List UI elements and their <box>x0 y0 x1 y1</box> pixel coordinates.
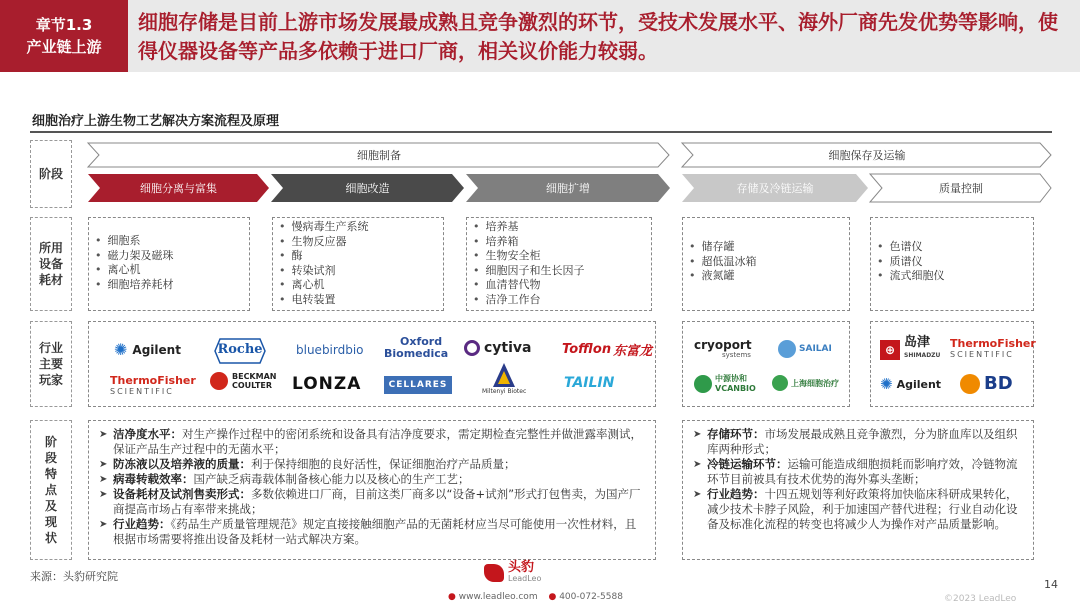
bluebird-text: bluebirdbio <box>296 343 364 357</box>
beckman-circle-icon <box>210 372 228 390</box>
feature-heading: 防冻液以及培养液的质量： <box>113 457 251 471</box>
thermofisher-qc-text-1: ThermoFisher <box>950 337 1036 350</box>
arrow-bullet-icon: ➤ <box>693 489 702 500</box>
lonza-text: LONZA <box>292 374 362 394</box>
row-label-materials <box>30 217 72 311</box>
row-label-players-text: 行业主要玩家 <box>38 341 63 387</box>
feature-text <box>113 457 516 472</box>
feature-description: 对生产操作过程中的密闭系统和设备具有洁净度要求，需定期检查完整性并做泄露率测试，保证产品生产过程中的无菌水平； <box>113 427 642 456</box>
stage-3-label: 细胞扩增 <box>546 182 590 195</box>
feature-item <box>99 427 645 457</box>
list-item: • 生物安全柜 <box>473 249 651 264</box>
list-item: • 磁力架及磁珠 <box>95 249 249 264</box>
roche-text: Roche <box>217 342 263 357</box>
list-item: • 储存罐 <box>689 240 849 255</box>
materials-box-3 <box>466 217 652 311</box>
tailin-text: TAILIN <box>564 375 615 391</box>
feature-item <box>99 487 645 517</box>
page-number: 14 <box>1044 578 1058 591</box>
list-item: • 细胞因子和生长因子 <box>473 264 651 279</box>
list-item: • 细胞系 <box>95 234 249 249</box>
thermofisher-text-2: SCIENTIFIC <box>110 387 174 396</box>
cryoport-text-2: systems <box>722 351 751 359</box>
list-item: • 培养基 <box>473 220 651 235</box>
chapter-title: 产业链上游 <box>26 38 102 56</box>
miltenyi-triangle-icon <box>492 362 516 388</box>
feature-text <box>113 517 645 547</box>
list-item: • 流式细胞仪 <box>877 269 1033 284</box>
shimadzu-text-2: SHIMADZU <box>904 352 941 359</box>
shimadzu-square-icon: ⊕ <box>880 340 900 360</box>
phone-number: 400-072-5588 <box>559 592 623 602</box>
cellares-text: CELLARES <box>388 380 448 390</box>
list-item: • 细胞培养耗材 <box>95 278 249 293</box>
list-item: • 血清替代物 <box>473 278 651 293</box>
website-link[interactable]: www.leadleo.com <box>458 592 538 602</box>
cellares-logo <box>384 376 452 394</box>
sailai-text: SAILAI <box>799 344 832 354</box>
feature-heading: 行业趋势： <box>707 487 765 501</box>
beckman-text-1: BECKMAN <box>232 372 277 381</box>
feature-text <box>113 427 645 457</box>
arrow-bullet-icon: ➤ <box>693 429 702 440</box>
list-item: • 电转装置 <box>279 293 443 308</box>
materials-list-5 <box>877 240 1033 284</box>
bd-logo <box>960 373 1013 394</box>
shimadzu-logo <box>880 335 941 361</box>
stage-1-label: 细胞分离与富集 <box>140 182 217 195</box>
tofflon-text-1: Tofflon <box>562 342 612 357</box>
features-box-storage <box>682 420 1034 560</box>
players-box-qc <box>870 321 1034 407</box>
feature-item <box>99 457 645 472</box>
list-item: • 生物反应器 <box>279 235 443 250</box>
stage-2-label: 细胞改造 <box>345 182 390 195</box>
feature-text <box>113 487 645 517</box>
list-item: • 酶 <box>279 249 443 264</box>
vcanbio-text-1: 中源协和 <box>715 374 747 383</box>
feature-item <box>693 457 1023 487</box>
leadleo-logo <box>484 562 541 584</box>
tailin-logo <box>564 375 614 391</box>
leopard-icon <box>484 564 504 582</box>
materials-list-1 <box>95 234 249 292</box>
list-item: • 培养箱 <box>473 235 651 250</box>
row-label-features <box>30 420 72 560</box>
agilent-qc-spark-icon: ✺ <box>880 375 893 393</box>
row-label-materials-text: 所用设备耗材 <box>38 241 63 287</box>
feature-item <box>99 517 645 547</box>
agilent-qc-text: Agilent <box>896 377 942 391</box>
list-item: • 色谱仪 <box>877 240 1033 255</box>
features-list-left <box>99 427 645 547</box>
copyright: ©2023 LeadLeo <box>944 594 1017 604</box>
beckman-coulter-logo <box>210 372 276 390</box>
arrow-bullet-icon: ➤ <box>693 459 702 470</box>
arrow-bullet-icon: ➤ <box>99 429 108 440</box>
bd-text: BD <box>984 373 1013 394</box>
stage-4-label: 存储及冷链运输 <box>736 182 814 195</box>
feature-heading: 冷链运输环节： <box>707 457 788 471</box>
source-note: 来源：头豹研究院 <box>30 570 118 583</box>
feature-item <box>99 472 645 487</box>
cryoport-text-1: cryoport <box>694 338 752 352</box>
thermofisher-logo <box>110 375 196 397</box>
feature-description: 十四五规划等利好政策将加快临床科研成果转化，减少技术卡脖子风险，利于加速国产替代进程；行业自动化设备及标准化流程的转变也将减少人为操作对产品质量影响。 <box>707 487 1018 531</box>
row-label-features-text: 阶段特点及现状 <box>44 435 57 545</box>
sailai-logo <box>778 340 832 358</box>
agilent-spark-icon: ✺ <box>114 340 128 359</box>
brand-cn: 头豹 <box>508 560 535 575</box>
roche-logo <box>214 338 266 364</box>
feature-description: 市场发展最成熟且竞争激烈，分为脐血库以及组织库两种形式； <box>707 427 1018 456</box>
feature-text <box>707 487 1023 532</box>
tofflon-logo <box>562 340 652 359</box>
materials-box-1 <box>88 217 250 311</box>
cryoport-logo <box>694 340 752 360</box>
agilent-qc-logo <box>880 375 941 393</box>
feature-item <box>693 487 1023 532</box>
miltenyi-logo <box>482 362 526 395</box>
shanghai-circle-icon <box>772 375 788 391</box>
lonza-logo <box>292 374 361 394</box>
list-item: • 离心机 <box>279 278 443 293</box>
oxford-biomedica-logo <box>384 336 448 360</box>
thermofisher-qc-text-2: SCIENTIFIC <box>950 350 1014 359</box>
feature-description: 利于保持细胞的良好活性，保证细胞治疗产品质量； <box>251 457 516 471</box>
materials-box-2 <box>272 217 444 311</box>
tofflon-text-2: 东富龙 <box>613 344 653 359</box>
features-box-preparation <box>88 420 656 560</box>
thermofisher-text-1: ThermoFisher <box>110 374 196 387</box>
feature-description: 运输可能造成细胞损耗而影响疗效，冷链物流环节目前被具有技术优势的海外寡头垄断； <box>707 457 1018 486</box>
feature-heading: 存储环节： <box>707 427 765 441</box>
feature-text <box>707 457 1023 487</box>
materials-box-4 <box>682 217 850 311</box>
shanghai-text: 上海细胞治疗 <box>791 378 839 388</box>
feature-description: 《药品生产质量管理规范》规定直接接触细胞产品的无菌耗材应当尽可能使用一次性材料，且根据市场需要将推出设备及耗材一站式解决方案。 <box>113 517 637 546</box>
players-box-storage <box>682 321 850 407</box>
list-item: • 洁净工作台 <box>473 293 651 308</box>
feature-text <box>113 472 470 487</box>
globe-icon: ● <box>448 592 456 602</box>
cytiva-text: cytiva <box>484 340 532 356</box>
list-item: • 超低温冰箱 <box>689 255 849 270</box>
feature-heading: 病毒转载效率： <box>113 472 194 486</box>
miltenyi-text: Miltenyi Biotec <box>482 388 527 395</box>
section-title: 细胞治疗上游生物工艺解决方案流程及原理 <box>32 114 280 129</box>
row-label-players <box>30 321 72 407</box>
vcanbio-text-2: VCANBIO <box>715 384 756 393</box>
materials-list-2 <box>279 220 443 307</box>
stage-group-2-label: 细胞保存及运输 <box>828 149 906 162</box>
bd-sun-icon <box>960 374 980 394</box>
list-item: • 质谱仪 <box>877 255 1033 270</box>
materials-list-3 <box>473 220 651 307</box>
feature-description: 多数依赖进口厂商，目前这类厂商多以“设备+试剂”形式打包售卖，为国产厂商提高市场占有率带来挑战； <box>113 487 641 516</box>
sailai-circle-icon <box>778 340 796 358</box>
arrow-bullet-icon: ➤ <box>99 519 108 530</box>
shimadzu-text-1: 岛津 <box>904 335 931 350</box>
materials-list-4 <box>689 240 849 284</box>
thermofisher-qc-logo <box>950 338 1036 360</box>
vcanbio-logo <box>694 374 756 394</box>
brand-en: LeadLeo <box>508 574 542 583</box>
feature-heading: 设备耗材及试剂售卖形式： <box>113 487 251 501</box>
feature-text <box>707 427 1023 457</box>
arrow-bullet-icon: ➤ <box>99 459 108 470</box>
feature-heading: 洁净度水平： <box>113 427 182 441</box>
cytiva-logo <box>464 340 532 356</box>
list-item: • 慢病毒生产系统 <box>279 220 443 235</box>
arrow-bullet-icon: ➤ <box>99 489 108 500</box>
footer-contact <box>448 592 623 602</box>
feature-description: 国产缺乏病毒载体制备核心能力以及核心的生产工艺； <box>193 472 470 486</box>
shanghai-cell-logo <box>772 375 839 391</box>
phone-icon: ● <box>548 592 557 602</box>
cytiva-ring-icon <box>464 340 480 356</box>
vcanbio-circle-icon <box>694 375 712 393</box>
feature-item <box>693 427 1023 457</box>
chapter-number: 章节1.3 <box>35 16 93 34</box>
feature-heading: 行业趋势： <box>113 517 171 531</box>
agilent-logo <box>114 340 181 359</box>
list-item: • 液氮罐 <box>689 269 849 284</box>
list-item: • 转染试剂 <box>279 264 443 279</box>
oxford-text-2: Biomedica <box>384 347 449 360</box>
features-list-right <box>693 427 1023 532</box>
headline: 细胞存储是目前上游市场发展最成熟且竞争激烈的环节，受技术发展水平、海外厂商先发优势等影响，使得仪器设备等产品多依赖于进口厂商，相关议价能力较弱。 <box>138 10 1058 63</box>
arrow-bullet-icon: ➤ <box>99 474 108 485</box>
stage-5-label: 质量控制 <box>939 182 983 195</box>
agilent-text: Agilent <box>132 342 181 357</box>
bluebird-logo <box>296 343 364 357</box>
row-label-stage-text: 阶段 <box>38 167 63 181</box>
materials-box-5 <box>870 217 1034 311</box>
beckman-text-2: COULTER <box>232 381 273 390</box>
stage-group-1-label: 细胞制备 <box>357 149 401 162</box>
oxford-text-1: Oxford <box>400 335 443 348</box>
list-item: • 离心机 <box>95 263 249 278</box>
